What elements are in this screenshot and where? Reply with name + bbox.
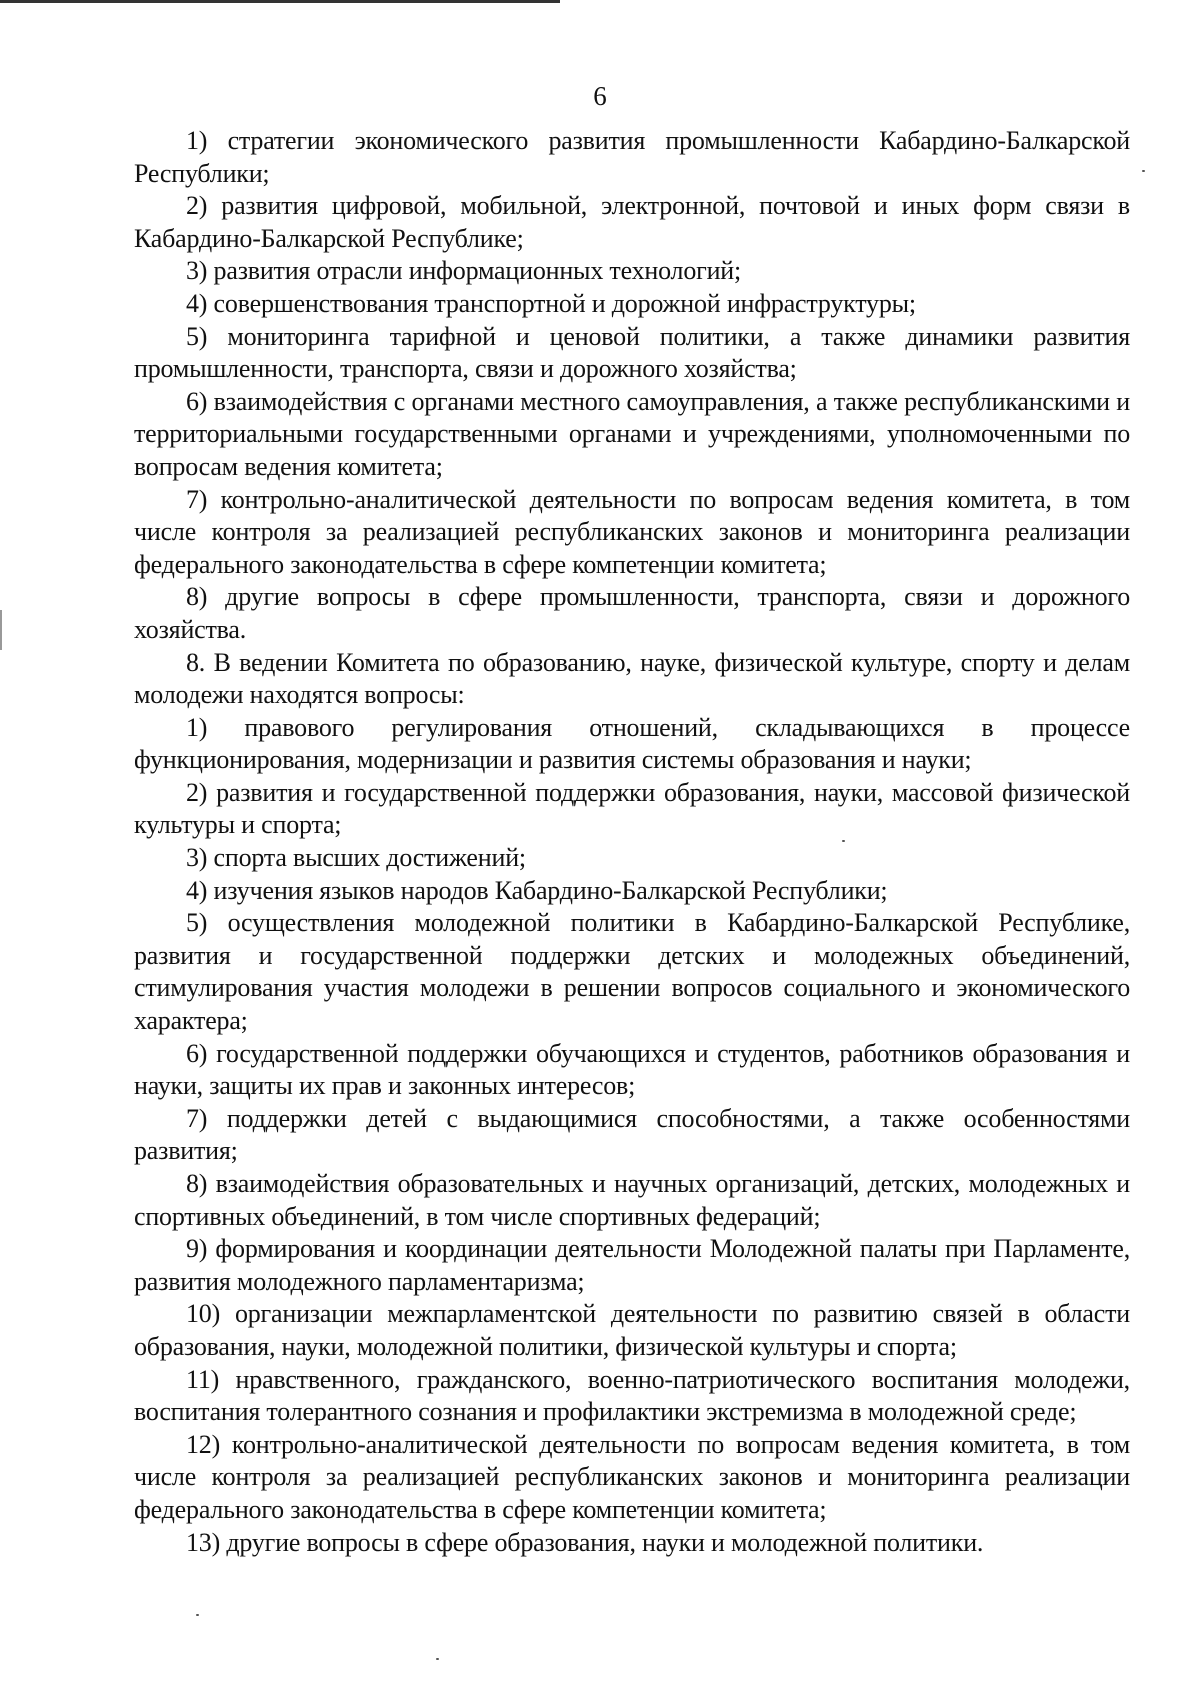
paragraph: 4) совершенствования транспортной и дорожной инфраструктуры; bbox=[186, 288, 916, 318]
paragraph: 9) формирования и координации деятельности Молодежной палаты при Парламенте, развития молодежного парламентаризма; bbox=[134, 1234, 1130, 1296]
paragraph: 3) развития отрасли информационных технологий; bbox=[186, 256, 742, 286]
paragraph: 1) стратегии экономического развития промышленности Кабардино-Балкарской Республики; bbox=[134, 126, 1130, 188]
scan-edge-mark bbox=[0, 610, 2, 650]
paragraph: 11) нравственного, гражданского, военно-патриотического воспитания молодежи, воспитания толерантного сознания и профилактики экстремизма в молодежной среде; bbox=[134, 1364, 1130, 1427]
section-paragraph: 8. В ведении Комитета по образованию, науке, физической культуре, спорту и делам молодежи находятся вопросы: bbox=[134, 647, 1130, 710]
paragraph: 6) государственной поддержки обучающихся и студентов, работников образования и науки, защиты их прав и законных интересов; bbox=[134, 1038, 1130, 1101]
paragraph: 13) другие вопросы в сфере образования, науки и молодежной политики. bbox=[186, 1527, 984, 1557]
document-body bbox=[134, 125, 1130, 1559]
paragraph: 7) поддержки детей с выдающимися способностями, а также особенностями развития; bbox=[134, 1103, 1130, 1166]
paragraph: 8) другие вопросы в сфере промышленности, транспорта, связи и дорожного хозяйства. bbox=[134, 582, 1130, 644]
scan-speck bbox=[1142, 170, 1145, 172]
paragraph: 1) правового регулирования отношений, складывающихся в процессе функционирования, модернизации и развития системы образования и науки; bbox=[134, 712, 1130, 775]
paragraph: 6) взаимодействия с органами местного самоуправления, а также республиканскими и территориальными государственными органами и учреждениями, уполномоченными по вопросам ведения комитета; bbox=[134, 386, 1130, 481]
paragraph: 3) спорта высших достижений; bbox=[186, 843, 526, 873]
paragraph: 7) контрольно-аналитической деятельности по вопросам ведения комитета, в том числе контроля за реализацией республиканских законов и мониторинга реализации федерального законодательства в сфере компетенции комитета; bbox=[134, 484, 1130, 579]
scan-speck bbox=[842, 840, 845, 842]
paragraph: 5) мониторинга тарифной и ценовой политики, а также динамики развития промышленности, транспорта, связи и дорожного хозяйства; bbox=[134, 321, 1130, 384]
scan-speck bbox=[196, 1614, 199, 1616]
paragraph: 8) взаимодействия образовательных и научных организаций, детских, молодежных и спортивных объединений, в том числе спортивных федераций; bbox=[134, 1169, 1130, 1231]
scan-speck bbox=[436, 1658, 439, 1660]
paragraph: 12) контрольно-аналитической деятельности по вопросам ведения комитета, в том числе контроля за реализацией республиканских законов и мониторинга реализации федерального законодательства в сфере компетенции комитета; bbox=[134, 1429, 1130, 1524]
scan-edge-line bbox=[0, 0, 560, 3]
paragraph: 2) развития цифровой, мобильной, электронной, почтовой и иных форм связи в Кабардино-Балкарской Республике; bbox=[134, 191, 1130, 253]
paragraph: 2) развития и государственной поддержки образования, науки, массовой физической культуры и спорта; bbox=[134, 777, 1130, 840]
paragraph: 10) организации межпарламентской деятельности по развитию связей в области образования, науки, молодежной политики, физической культуры и спорта; bbox=[134, 1299, 1130, 1361]
paragraph: 4) изучения языков народов Кабардино-Балкарской Республики; bbox=[186, 875, 888, 905]
page-number: 6 bbox=[593, 81, 607, 111]
paragraph: 5) осуществления молодежной политики в Кабардино-Балкарской Республике, развития и государственной поддержки детских и молодежных объединений, стимулирования участия молодежи в решении вопросов социального и экономического характера; bbox=[134, 908, 1130, 1036]
